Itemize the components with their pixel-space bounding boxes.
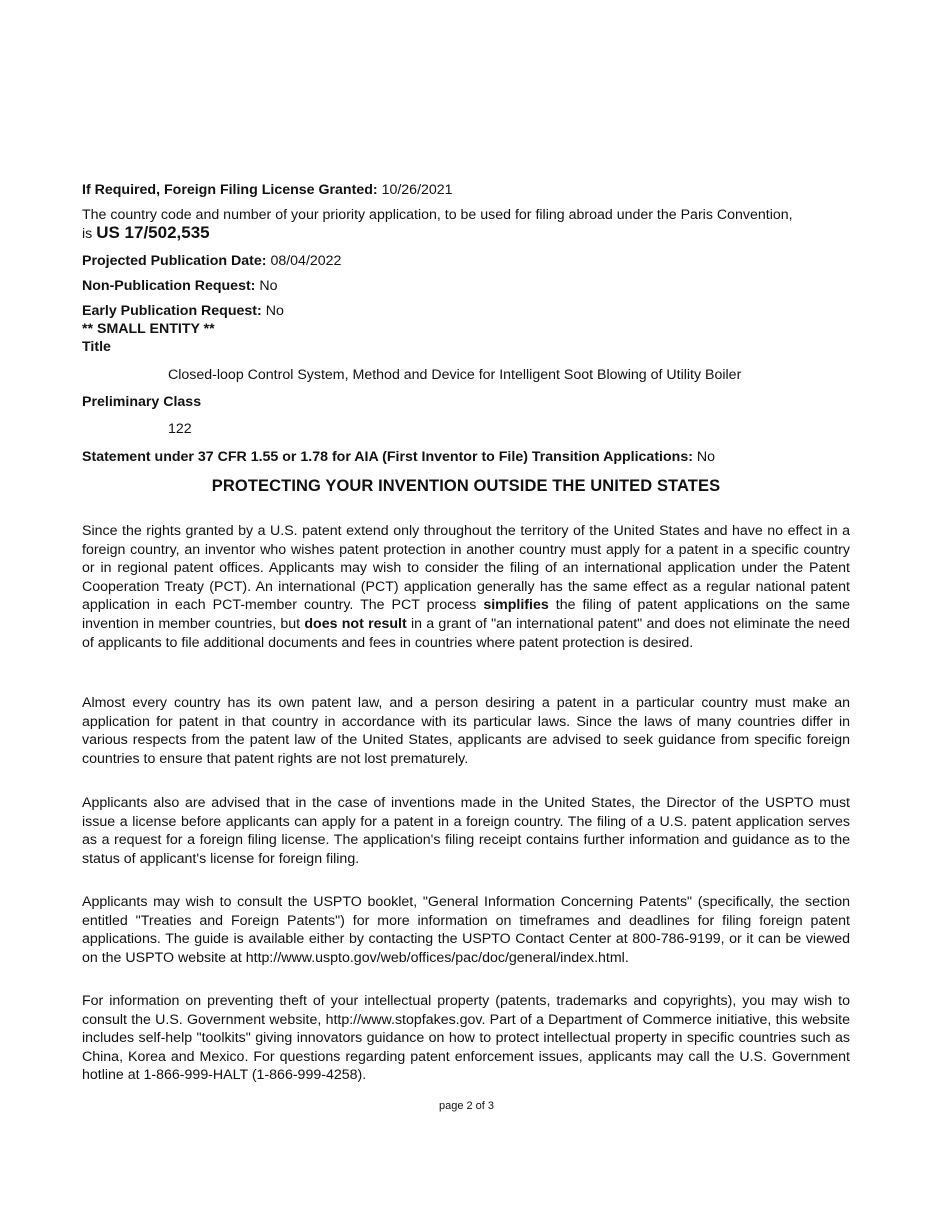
early-publication-value: No <box>265 303 284 319</box>
priority-application-number: US 17/502,535 <box>96 223 210 242</box>
foreign-filing-license-label: If Required, Foreign Filing License Granted: <box>82 182 378 198</box>
paragraph-pct <box>82 522 850 652</box>
paragraph-pct-text-3: in a grant of "an international patent" and does not eliminate the need of applicants to file additional documents and fees in countries where patent protection is desired. <box>82 615 850 651</box>
paragraph-country-law: Almost every country has its own patent law, and a person desiring a patent in a particular country must make an application for patent in that country in accordance with its particular laws. Since the laws of many countries differ in various respects from the patent law of the United States, applicants are advised to seek guidance from specific foreign countries to ensure that patent rights are not lost prematurely. <box>82 695 850 767</box>
small-entity-label: ** SMALL ENTITY ** <box>82 321 215 337</box>
page-number: page 2 of 3 <box>438 1100 495 1112</box>
projected-publication-label: Projected Publication Date: <box>82 253 267 269</box>
preliminary-class-label: Preliminary Class <box>82 394 202 410</box>
non-publication-value: No <box>259 278 278 294</box>
title-value: Closed-loop Control System, Method and Device for Intelligent Soot Blowing of Utility Boiler <box>168 367 742 383</box>
early-publication-line <box>82 302 850 320</box>
priority-is-label: is <box>82 226 93 242</box>
paragraph-stopfakes: For information on preventing theft of your intellectual property (patents, trademarks and copyrights), you may wish to consult the U.S. Government website, http://www.stopfakes.gov. Part of a Department of Commerce initiative, this website includes self-help "toolkits" giving innovators guidance on how to protect intellectual property in specific countries such as China, Korea and Mexico. For questions regarding patent enforcement issues, applicants may call the U.S. Government hotline at 1-866-999-HALT (1-866-999-4258). <box>82 993 850 1084</box>
paragraph-pct-text-2: the filing of patent applications on the same invention in member countries, but <box>82 597 850 632</box>
foreign-filing-license-line <box>82 181 850 199</box>
projected-publication-line <box>82 252 850 270</box>
priority-application-text: The country code and number of your priority application, to be used for filing abroad under the Paris Convention, <box>82 207 793 223</box>
early-publication-label: Early Publication Request: <box>82 303 262 319</box>
foreign-filing-license-date: 10/26/2021 <box>381 182 453 198</box>
paragraph-pct-emphasis-does-not-result: does not result <box>304 615 407 632</box>
preliminary-class-value: 122 <box>168 421 192 437</box>
aia-statement-line <box>82 448 850 466</box>
paragraph-foreign-license: Applicants also are advised that in the case of inventions made in the United States, the Director of the USPTO must issue a license before applicants can apply for a patent in a foreign country. The filing of a U.S. patent application serves as a request for a foreign filing license. The application's filing receipt contains further information and guidance as to the status of applicant's license for foreign filing. <box>82 795 850 867</box>
aia-statement-label: Statement under 37 CFR 1.55 or 1.78 for AIA (First Inventor to File) Transition Applications: <box>82 449 693 465</box>
paragraph-pct-text-1: Since the rights granted by a U.S. patent extend only throughout the territory of the United States and have no effect in a foreign country, an inventor who wishes patent protection in another country must apply for a patent in a specific country or in regional patent offices. Applicants may wish to consider the filing of an international application under the Patent Cooperation Treaty (PCT). An international (PCT) application generally has the same effect as a regular national patent application in each PCT-member country. The PCT process <box>82 523 850 614</box>
non-publication-line <box>82 277 850 295</box>
projected-publication-date: 08/04/2022 <box>270 253 342 269</box>
paragraph-pct-emphasis-simplifies: simplifies <box>483 597 549 614</box>
paragraph-uspto-booklet: Applicants may wish to consult the USPTO booklet, "General Information Concerning Patents" (specifically, the section entitled "Treaties and Foreign Patents") for more information on timeframes and deadlines for filing foreign patent applications. The guide is available either by contacting the USPTO Contact Center at 800-786-9199, or it can be viewed on the USPTO website at http://www.uspto.gov/web/offices/pac/doc/general/index.html. <box>82 894 850 966</box>
priority-number-line <box>82 224 850 243</box>
non-publication-label: Non-Publication Request: <box>82 278 256 294</box>
section-heading: PROTECTING YOUR INVENTION OUTSIDE THE UNITED STATES <box>211 477 721 495</box>
title-label: Title <box>82 339 111 355</box>
aia-statement-value: No <box>696 449 716 465</box>
